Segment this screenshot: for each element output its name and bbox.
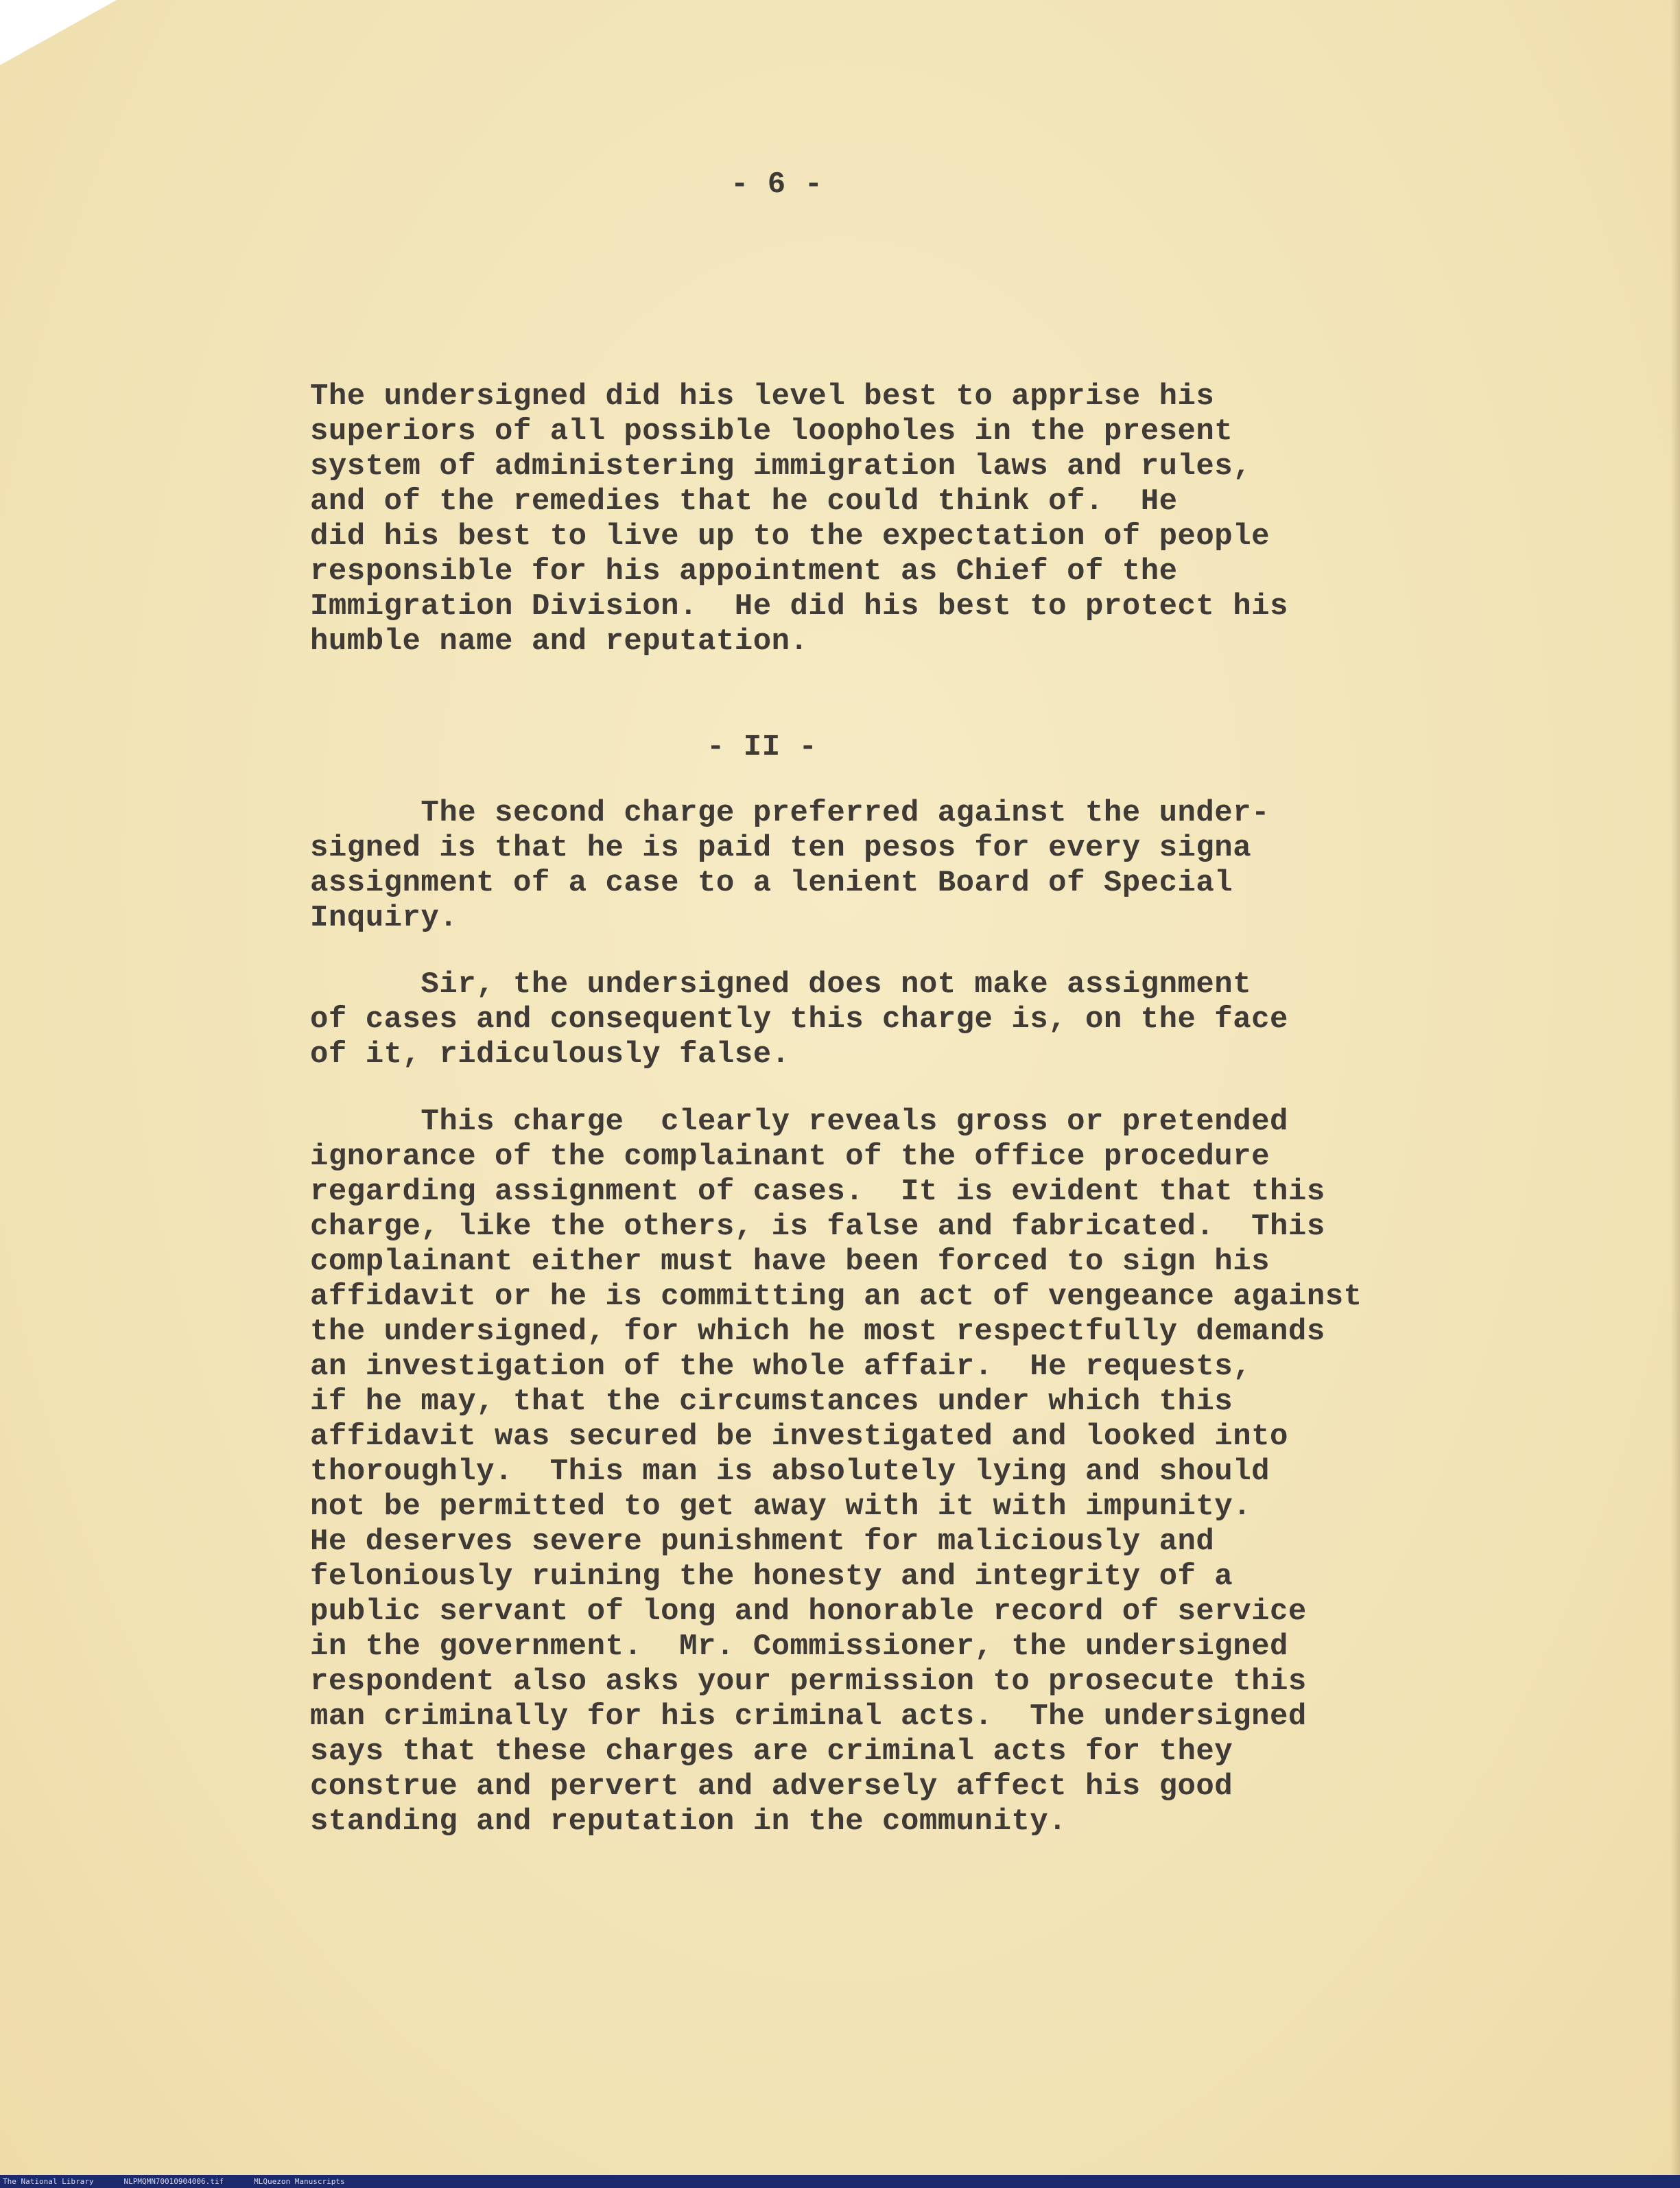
paragraph-2: The second charge preferred against the under- signed is that he is paid ten pesos for every signa assignment of a case to a lenient Board of Special Inquiry. (310, 796, 1270, 935)
section-heading: - II - (707, 730, 818, 764)
footer-file: NLPMQMN70010904006.tif (123, 2177, 224, 2186)
paragraph-1: The undersigned did his level best to apprise his superiors of all possible loopholes in the present system of administering immigration laws and rules, and of the remedies that he could think of. He did his best to live up to the expectation of people responsible for his appointment as Chief of the Immigration Division. He did his best to protect his humble name and reputation. (310, 379, 1288, 659)
page-edge-shadow (1670, 0, 1680, 2175)
scan-footer (0, 2175, 1680, 2188)
footer-library: The National Library (3, 2177, 94, 2186)
paragraph-3: Sir, the undersigned does not make assignment of cases and consequently this charge is, on the face of it, ridiculously false. (310, 967, 1288, 1072)
folded-corner (0, 0, 117, 65)
footer-collection: MLQuezon Manuscripts (254, 2177, 345, 2186)
paragraph-4: This charge clearly reveals gross or pretended ignorance of the complainant of the office procedure regarding assignment of cases. It is evident that this charge, like the others, is false and fabricated. This complainant either must have been forced to sign his affidavit or he is committing an act of vengeance against the undersigned, for which he most respectfully demands an investigation of the whole affair. He requests, if he may, that the circumstances under which this affidavit was secured be investigated and looked into thoroughly. This man is absolutely lying and should not be permitted to get away with it with impunity. He deserves severe punishment for maliciously and feloniously ruining the honesty and integrity of a public servant of long and honorable record of service in the government. Mr. Commissioner, the undersigned respondent also asks your permission to prosecute this man criminally for his criminal acts. The undersigned says that these charges are criminal acts for they construe and pervert and adversely affect his good standing and reputation in the community. (310, 1105, 1362, 1839)
page-number: - 6 - (731, 167, 823, 202)
